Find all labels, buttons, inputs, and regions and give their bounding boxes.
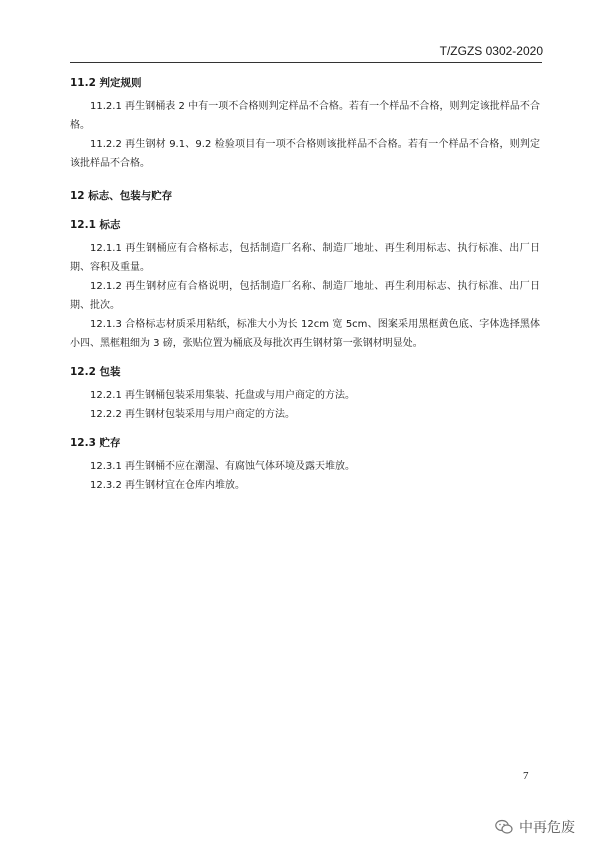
clause-12-1-2: 12.1.2 再生钢材应有合格说明，包括制造厂名称、制造厂地址、再生利用标志、执行标准、出厂日期、批次。	[70, 281, 540, 311]
wechat-icon	[495, 819, 513, 835]
heading-12-2: 12.2 包装	[70, 366, 121, 378]
document-code: T/ZGZS 0302-2020	[439, 44, 543, 58]
clause-11-2-2: 11.2.2 再生钢材 9.1、9.2 检验项目有一项不合格则该批样品不合格。若有一个样品不合格，则判定该批样品不合格。	[70, 139, 540, 169]
header-rule	[70, 62, 542, 63]
document-body	[70, 74, 540, 495]
heading-11-2: 11.2 判定规则	[70, 77, 142, 89]
watermark-text: 中再危废	[519, 820, 575, 836]
clause-12-3-2: 12.3.2 再生钢材宜在仓库内堆放。	[90, 480, 245, 491]
heading-12-3: 12.3 贮存	[70, 437, 121, 449]
clause-11-2-1: 11.2.1 再生钢桶表 2 中有一项不合格则判定样品不合格。若有一个样品不合格，则判定该批样品不合格。	[70, 101, 540, 131]
clause-12-1-3: 12.1.3 合格标志材质采用粘纸，标准大小为长 12cm 宽 5cm、图案采用黑框黄色底、字体选择黑体小四、黑框粗细为 3 磅，张贴位置为桶底及每批次再生钢材第一张钢材明显处。	[70, 319, 540, 349]
clause-12-2-2: 12.2.2 再生钢材包装采用与用户商定的方法。	[90, 409, 295, 420]
heading-12-1: 12.1 标志	[70, 219, 121, 231]
heading-12: 12 标志、包装与贮存	[70, 190, 173, 202]
clause-12-1-1: 12.1.1 再生钢桶应有合格标志，包括制造厂名称、制造厂地址、再生利用标志、执行标准、出厂日期、容积及重量。	[70, 243, 540, 273]
page-number: 7	[523, 770, 529, 782]
watermark	[495, 817, 575, 837]
clause-12-3-1: 12.3.1 再生钢桶不应在潮湿、有腐蚀气体环境及露天堆放。	[90, 461, 355, 472]
clause-12-2-1: 12.2.1 再生钢桶包装采用集装、托盘或与用户商定的方法。	[90, 390, 355, 401]
